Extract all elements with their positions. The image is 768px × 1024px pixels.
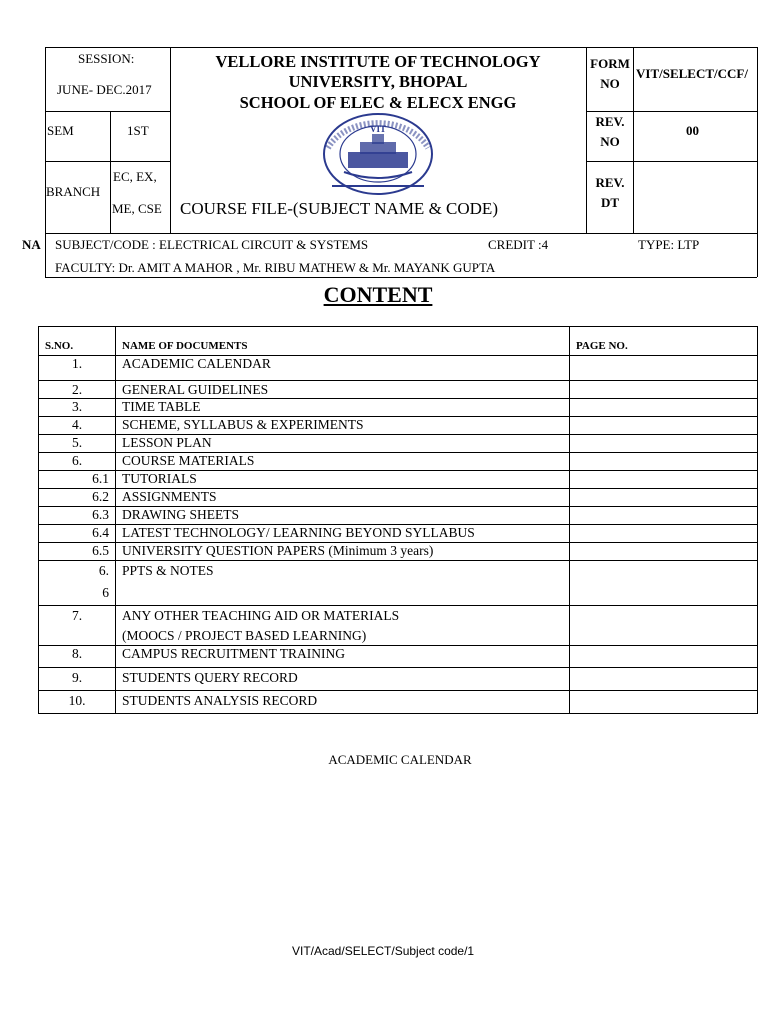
type: TYPE: LTP: [638, 237, 700, 252]
table-row: [39, 381, 758, 399]
row-sno: 2.: [39, 381, 116, 399]
session-value: JUNE- DEC.2017: [57, 82, 152, 97]
row-page: [570, 489, 758, 507]
rev-no-label-line1: REV.: [595, 114, 625, 129]
sem-label: SEM: [47, 123, 74, 138]
rev-no-label-line2: NO: [600, 134, 620, 149]
table-row: [39, 543, 758, 561]
contents-table: [38, 326, 758, 714]
row-name: CAMPUS RECRUITMENT TRAINING: [116, 646, 570, 668]
course-file-title: COURSE FILE-(SUBJECT NAME & CODE): [180, 199, 498, 218]
row-name: STUDENTS ANALYSIS RECORD: [116, 691, 570, 714]
row-name: ASSIGNMENTS: [116, 489, 570, 507]
table-row: [39, 668, 758, 691]
row-sno: 9.: [39, 668, 116, 691]
sem-value: 1ST: [127, 123, 149, 138]
branch-value-line2: ME, CSE: [112, 201, 162, 216]
row-page: [570, 668, 758, 691]
table-row: [39, 453, 758, 471]
row-page: [570, 543, 758, 561]
row-page: [570, 356, 758, 381]
row-sno: 4.: [39, 417, 116, 435]
institute-school: SCHOOL OF ELEC & ELECX ENGG: [239, 93, 517, 112]
logo-text: VIT: [369, 124, 387, 134]
row-sno: 6.: [39, 453, 116, 471]
page-footer: VIT/Acad/SELECT/Subject code/1: [292, 944, 475, 958]
form-no-value: VIT/SELECT/CCF/: [636, 66, 748, 81]
rev-no-label: [588, 114, 632, 150]
row-page: [570, 399, 758, 417]
row-sno: 6.4: [39, 525, 116, 543]
row-page: [570, 453, 758, 471]
row-name: DRAWING SHEETS: [116, 507, 570, 525]
row-sno: 7.: [39, 606, 116, 646]
faculty: FACULTY: Dr. AMIT A MAHOR , Mr. RIBU MATHEW & Mr. MAYANK GUPTA: [55, 260, 496, 275]
table-row: [39, 356, 758, 381]
row-sno: 1.: [39, 356, 116, 381]
branch-label: BRANCH: [46, 184, 101, 199]
row-page: [570, 691, 758, 714]
form-label-line1: FORM: [590, 56, 630, 71]
row-page: [570, 507, 758, 525]
row-sno: 5.: [39, 435, 116, 453]
row-name: [116, 606, 570, 646]
row-name-line2: (MOOCS / PROJECT BASED LEARNING): [122, 628, 367, 643]
row-name: LESSON PLAN: [116, 435, 570, 453]
table-row: [39, 489, 758, 507]
rev-dt-label: [588, 175, 632, 211]
row-sno: 6.3: [39, 507, 116, 525]
table-row: [39, 691, 758, 714]
row-page: [570, 646, 758, 668]
row-name: TUTORIALS: [116, 471, 570, 489]
row-name: SCHEME, SYLLABUS & EXPERIMENTS: [116, 417, 570, 435]
col-header-sno: S.NO.: [39, 327, 116, 356]
row-page: [570, 525, 758, 543]
row-name: LATEST TECHNOLOGY/ LEARNING BEYOND SYLLABUS: [116, 525, 570, 543]
table-row: [39, 507, 758, 525]
rev-dt-label-line2: DT: [600, 195, 620, 210]
table-row: [39, 606, 758, 646]
institute-name: VELLORE INSTITUTE OF TECHNOLOGY: [215, 52, 541, 71]
row-name: COURSE MATERIALS: [116, 453, 570, 471]
table-row: [39, 471, 758, 489]
row-name-line1: ANY OTHER TEACHING AID OR MATERIALS: [122, 608, 400, 623]
row-name: TIME TABLE: [116, 399, 570, 417]
table-row: [39, 561, 758, 606]
row-sno-line1: 6.: [98, 563, 109, 578]
row-name: ACADEMIC CALENDAR: [116, 356, 570, 381]
rev-dt-label-line1: REV.: [595, 175, 625, 190]
academic-calendar-caption: ACADEMIC CALENDAR: [328, 752, 472, 767]
form-no-label: [588, 56, 632, 92]
row-sno: 6.2: [39, 489, 116, 507]
row-sno-line2: 6: [102, 585, 109, 600]
row-sno: 8.: [39, 646, 116, 668]
subject-code: SUBJECT/CODE : ELECTRICAL CIRCUIT & SYSTEMS: [55, 237, 369, 252]
row-sno: 6.1: [39, 471, 116, 489]
na-prefix: NA: [22, 237, 41, 252]
row-page: [570, 561, 758, 606]
rev-no-value: 00: [686, 123, 699, 138]
row-page: [570, 381, 758, 399]
row-name: UNIVERSITY QUESTION PAPERS (Minimum 3 years): [116, 543, 570, 561]
row-name: PPTS & NOTES: [116, 561, 570, 606]
table-row: [39, 417, 758, 435]
institute-university: UNIVERSITY, BHOPAL: [288, 72, 468, 91]
content-title: CONTENT: [323, 282, 433, 307]
credit: CREDIT :4: [488, 237, 549, 252]
row-sno: 3.: [39, 399, 116, 417]
row-page: [570, 417, 758, 435]
table-row: [39, 399, 758, 417]
table-row: [39, 525, 758, 543]
row-page: [570, 435, 758, 453]
session-label: SESSION:: [78, 51, 135, 66]
row-sno: 10.: [39, 691, 116, 714]
form-label-line2: NO: [600, 76, 620, 91]
row-name: STUDENTS QUERY RECORD: [116, 668, 570, 691]
row-sno: [39, 561, 116, 606]
col-header-page: PAGE NO.: [570, 327, 758, 356]
vit-logo: [318, 112, 438, 200]
row-page: [570, 606, 758, 646]
table-header-row: [39, 327, 758, 356]
table-row: [39, 646, 758, 668]
row-name: GENERAL GUIDELINES: [116, 381, 570, 399]
col-header-name: NAME OF DOCUMENTS: [116, 327, 570, 356]
row-sno: 6.5: [39, 543, 116, 561]
row-page: [570, 471, 758, 489]
branch-value-line1: EC, EX,: [113, 169, 157, 184]
table-row: [39, 435, 758, 453]
